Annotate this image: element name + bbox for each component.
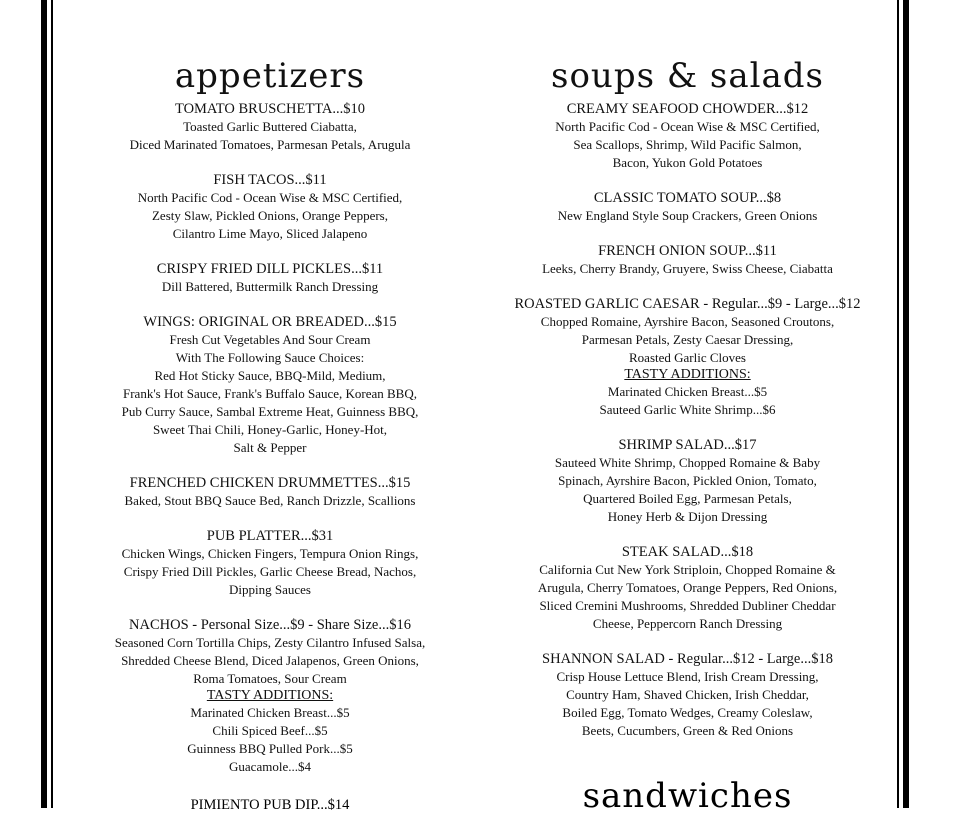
frame-left-outer: [41, 0, 47, 808]
shannon-title: SHANNON SALAD: [542, 651, 665, 667]
menu-item: [90, 100, 450, 154]
item-desc: Chicken Wings, Chicken Fingers, Tempura Onion Rings, Crispy Fried Dill Pickles, Garlic Cheese Bread, Nachos, Dipping Sauces: [121, 546, 419, 597]
menu-item: [90, 171, 450, 243]
menu-item-shannon: [505, 650, 870, 740]
item-desc: Sauteed White Shrimp, Chopped Romaine & Baby Spinach, Ayrshire Bacon, Pickled Onion, Tomato, Quartered Boiled Egg, Parmesan Petals, Honey Herb & Dijon Dressing: [554, 455, 821, 524]
item-title: TOMATO BRUSCHETTA...$10: [174, 101, 366, 117]
menu-item: [90, 474, 450, 510]
caesar-options: - Regular...$9 - Large...$12: [699, 296, 861, 312]
pimiento-pub-dip-title: PIMIENTO PUB DIP...$14: [190, 797, 350, 813]
sandwiches-heading: sandwiches: [582, 776, 793, 816]
item-title: WINGS: ORIGINAL OR BREADED...$15: [143, 314, 397, 330]
item-desc: Baked, Stout BBQ Sauce Bed, Ranch Drizzle, Scallions: [124, 493, 416, 508]
menu-item: [505, 242, 870, 278]
soups-salads-column: [505, 56, 870, 757]
nachos-options: - Personal Size...$9 - Share Size...$16: [188, 617, 411, 633]
menu-item: [90, 313, 450, 457]
addition-item: Sauteed Garlic White Shrimp...$6: [599, 402, 776, 417]
menu-item: [505, 436, 870, 526]
soups-salads-heading: soups & salads: [551, 56, 824, 96]
addition-item: Chili Spiced Beef...$5: [212, 723, 328, 738]
item-title: [90, 616, 450, 634]
item-desc: California Cut New York Striploin, Chopped Romaine & Arugula, Cherry Tomatoes, Orange Peppers, Red Onions, Sliced Cremini Mushrooms, Shredded Dubliner Cheddar Cheese, Peppercorn Ranch Dressing: [537, 562, 838, 631]
item-desc: Chopped Romaine, Ayrshire Bacon, Seasoned Croutons, Parmesan Petals, Zesty Caesar Dressing, Roasted Garlic Cloves: [540, 314, 835, 365]
menu-item-caesar: [505, 295, 870, 419]
tasty-additions-title: TASTY ADDITIONS:: [206, 688, 334, 703]
frame-left-inner: [51, 0, 53, 808]
caesar-title: ROASTED GARLIC CAESAR: [514, 296, 700, 312]
appetizers-heading: appetizers: [174, 56, 366, 96]
item-title: FRENCH ONION SOUP...$11: [598, 243, 777, 259]
item-title: FRENCHED CHICKEN DRUMMETTES...$15: [129, 475, 411, 491]
addition-item: Marinated Chicken Breast...$5: [190, 705, 350, 720]
item-desc: Seasoned Corn Tortilla Chips, Zesty Cilantro Infused Salsa, Shredded Cheese Blend, Diced Jalapenos, Green Onions, Roma Tomatoes, Sour Cream: [114, 635, 426, 686]
item-desc: Fresh Cut Vegetables And Sour Cream With The Following Sauce Choices: Red Hot Sticky Sauce, BBQ-Mild, Medium, Frank's Hot Sauce, Frank's Buffalo Sauce, Korean BBQ, Pub Curry Sauce, Sambal Extreme Heat, Guinness BBQ, Sweet Thai Chili, Honey-Garlic, Honey-Hot, Salt & Pepper: [121, 332, 419, 455]
item-desc: Dill Battered, Buttermilk Ranch Dressing: [161, 279, 379, 294]
menu-item: [90, 527, 450, 599]
item-desc: North Pacific Cod - Ocean Wise & MSC Certified, Zesty Slaw, Pickled Onions, Orange Peppers, Cilantro Lime Mayo, Sliced Jalapeno: [137, 190, 403, 241]
addition-item: Guacamole...$4: [229, 759, 311, 774]
item-title: [505, 295, 870, 313]
item-title: FISH TACOS...$11: [213, 172, 327, 188]
menu-item: [505, 189, 870, 225]
item-desc: Leeks, Cherry Brandy, Gruyere, Swiss Cheese, Ciabatta: [542, 261, 833, 276]
nachos-title: NACHOS: [129, 617, 189, 633]
item-desc: Toasted Garlic Buttered Ciabatta, Diced Marinated Tomatoes, Parmesan Petals, Arugula: [129, 119, 411, 152]
item-title: CRISPY FRIED DILL PICKLES...$11: [156, 261, 384, 277]
frame-right-outer: [903, 0, 909, 808]
item-title: STEAK SALAD...$18: [621, 544, 754, 560]
menu-item: [90, 260, 450, 296]
addition-item: Guinness BBQ Pulled Pork...$5: [187, 741, 353, 756]
item-desc: Crisp House Lettuce Blend, Irish Cream Dressing, Country Ham, Shaved Chicken, Irish Cheddar, Boiled Egg, Tomato Wedges, Creamy Coleslaw, Beets, Cucumbers, Green & Red Onions: [556, 669, 819, 738]
addition-item: Marinated Chicken Breast...$5: [607, 384, 768, 399]
appetizers-column: [90, 56, 450, 793]
item-title: [505, 650, 870, 668]
menu-item-nachos: [90, 616, 450, 776]
frame-right-inner: [897, 0, 899, 808]
menu-item: [505, 543, 870, 633]
menu-item: [505, 100, 870, 172]
item-title: PUB PLATTER...$31: [206, 528, 334, 544]
shannon-options: - Regular...$12 - Large...$18: [664, 651, 833, 667]
tasty-additions-title: TASTY ADDITIONS:: [624, 367, 751, 382]
item-title: CLASSIC TOMATO SOUP...$8: [593, 190, 782, 206]
item-desc: North Pacific Cod - Ocean Wise & MSC Certified, Sea Scallops, Shrimp, Wild Pacific Salmon, Bacon, Yukon Gold Potatoes: [555, 119, 820, 170]
item-title: CREAMY SEAFOOD CHOWDER...$12: [566, 101, 809, 117]
item-title: SHRIMP SALAD...$17: [618, 437, 757, 453]
item-desc: New England Style Soup Crackers, Green Onions: [557, 208, 818, 223]
